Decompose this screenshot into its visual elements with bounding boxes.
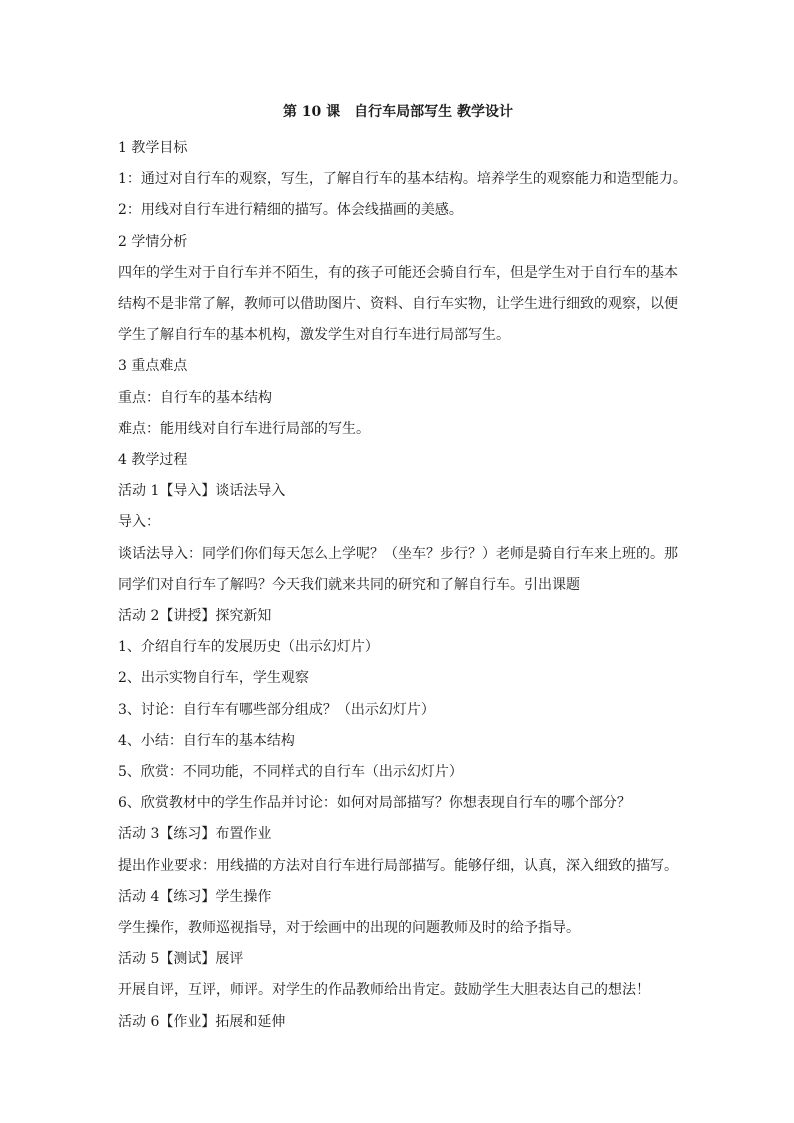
key-point: 重点：自行车的基本结构 xyxy=(118,389,272,406)
step-1: 1、介绍自行车的发展历史（出示幻灯片） xyxy=(118,639,379,656)
analysis-paragraph xyxy=(118,258,678,352)
objective-1: 1：通过对自行车的观察，写生，了解自行车的基本结构。培养学生的观察能力和造型能力。 xyxy=(118,171,687,188)
step-2: 2、出示实物自行车，学生观察 xyxy=(118,670,309,687)
section-heading-key-points: 3 重点难点 xyxy=(118,358,188,375)
analysis-line-3: 学生了解自行车的基本机构，激发学生对自行车进行局部写生。 xyxy=(118,327,510,344)
activity-4-heading: 活动 4【练习】学生操作 xyxy=(118,888,272,905)
objective-2: 2：用线对自行车进行精细的描写。体会线描画的美感。 xyxy=(118,202,463,219)
section-heading-process: 4 教学过程 xyxy=(118,452,188,469)
analysis-line-2: 结构不是非常了解，教师可以借助图片、资料、自行车实物，让学生进行细致的观察，以便 xyxy=(118,296,678,313)
intro-line-2: 同学们对自行车了解吗？今天我们就来共同的研究和了解自行车。引出课题 xyxy=(118,576,580,593)
difficult-point: 难点：能用线对自行车进行局部的写生。 xyxy=(118,420,370,437)
step-3: 3、讨论：自行车有哪些部分组成？（出示幻灯片） xyxy=(118,701,435,718)
document-page xyxy=(118,100,687,1038)
step-6: 6、欣赏教材中的学生作品并讨论：如何对局部描写？你想表现自行车的哪个部分？ xyxy=(118,795,631,812)
activity-5-text: 开展自评，互评，师评。对学生的作品教师给出肯定。鼓励学生大胆表达自己的想法！ xyxy=(118,982,650,999)
activity-2-heading: 活动 2【讲授】探究新知 xyxy=(118,608,272,625)
activity-4-text: 学生操作，教师巡视指导，对于绘画中的出现的问题教师及时的给予指导。 xyxy=(118,920,580,937)
section-heading-objectives: 1 教学目标 xyxy=(118,140,188,156)
activity-3-text: 提出作业要求：用线描的方法对自行车进行局部描写。能够仔细，认真，深入细致的描写。 xyxy=(118,857,678,874)
step-5: 5、欣赏：不同功能，不同样式的自行车（出示幻灯片） xyxy=(118,764,463,781)
intro-paragraph xyxy=(118,539,678,601)
page-title: 第 10 课 自行车局部写生 教学设计 xyxy=(282,104,514,120)
activity-6-heading: 活动 6【作业】拓展和延伸 xyxy=(118,1013,286,1030)
step-4: 4、小结：自行车的基本结构 xyxy=(118,732,295,749)
intro-label: 导入： xyxy=(118,514,160,531)
section-heading-analysis: 2 学情分析 xyxy=(118,233,188,250)
activity-5-heading: 活动 5【测试】展评 xyxy=(118,951,244,968)
activity-3-heading: 活动 3【练习】布置作业 xyxy=(118,826,272,843)
intro-line-1: 谈话法导入：同学们你们每天怎么上学呢？（坐车？步行？）老师是骑自行车来上班的。那 xyxy=(118,545,678,562)
analysis-line-1: 四年的学生对于自行车并不陌生，有的孩子可能还会骑自行车，但是学生对于自行车的基本 xyxy=(118,264,678,281)
activity-1-heading: 活动 1【导入】谈话法导入 xyxy=(118,483,286,500)
